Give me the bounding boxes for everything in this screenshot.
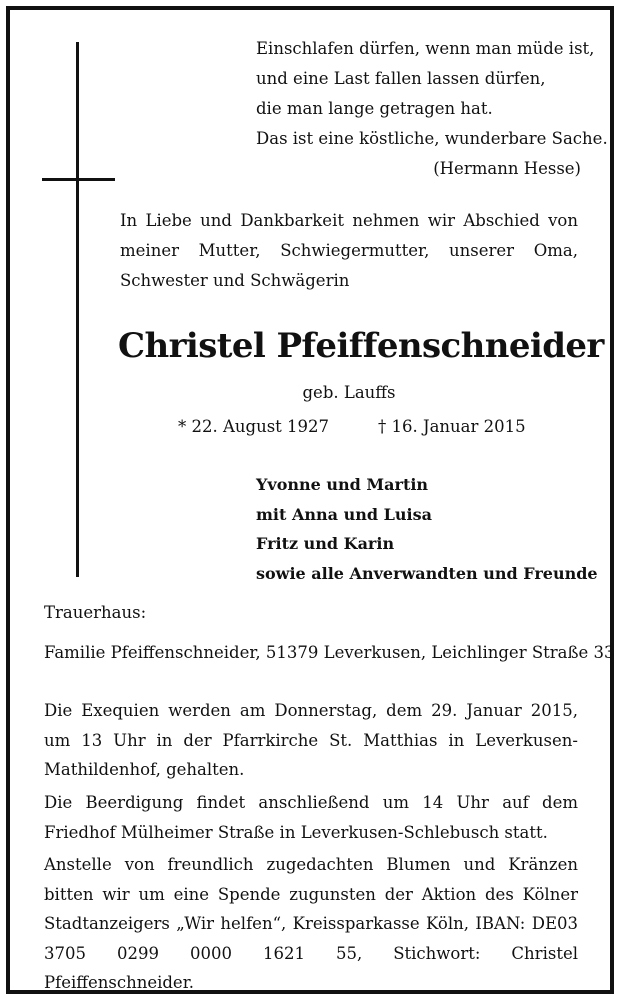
cross-icon-vertical-bar: [76, 42, 79, 577]
exequien-paragraph: Die Exequien werden am Donnerstag, dem 29. Januar 2015, um 13 Uhr in der Pfarrkirche St. Matthias in Leverkusen-Mathildenhof, gehalten.: [44, 701, 578, 779]
donation-paragraph: Anstelle von freundlich zugedachten Blumen und Kränzen bitten wir um eine Spende zugunsten der Aktion des Kölner Stadtanzeigers „Wir helfen“, Kreissparkasse Köln, IBAN: DE03 3705 0299 0000 1621 55, Stichwort: Christel Pfeiffenschneider.: [44, 855, 578, 992]
family-line: sowie alle Anverwandten und Freunde: [256, 563, 598, 583]
family-signatures: [256, 470, 598, 588]
cross-icon-horizontal-bar: [42, 178, 115, 181]
trauerhaus-address: Familie Pfeiffenschneider, 51379 Leverkusen, Leichlinger Straße 33: [44, 643, 615, 662]
deceased-name: Christel Pfeiffenschneider: [118, 326, 604, 366]
poem: [256, 34, 608, 184]
poem-line: und eine Last fallen lassen dürfen,: [256, 69, 546, 88]
family-line: mit Anna und Luisa: [256, 504, 432, 524]
death-date: † 16. Januar 2015: [378, 417, 526, 436]
poem-line: Einschlafen dürfen, wenn man müde ist,: [256, 39, 595, 58]
beerdigung-paragraph: Die Beerdigung findet anschließend um 14 Uhr auf dem Friedhof Mülheimer Straße in Leverkusen-Schlebusch statt.: [44, 793, 578, 842]
poem-line: die man lange getragen hat.: [256, 99, 493, 118]
deceased-name-block: [118, 322, 604, 370]
poem-author: (Hermann Hesse): [433, 159, 581, 178]
family-line: Fritz und Karin: [256, 534, 395, 553]
trauerhaus-label: Trauerhaus:: [44, 603, 147, 622]
intro-text: In Liebe und Dankbarkeit nehmen wir Abschied von meiner Mutter, Schwiegermutter, unserer Oma, Schwester und Schwägerin: [120, 211, 578, 290]
poem-line: Das ist eine köstliche, wunderbare Sache.: [256, 129, 608, 148]
maiden-name: geb. Lauffs: [302, 383, 396, 402]
family-line: Yvonne und Martin: [256, 475, 429, 494]
birth-date: * 22. August 1927: [178, 417, 330, 436]
